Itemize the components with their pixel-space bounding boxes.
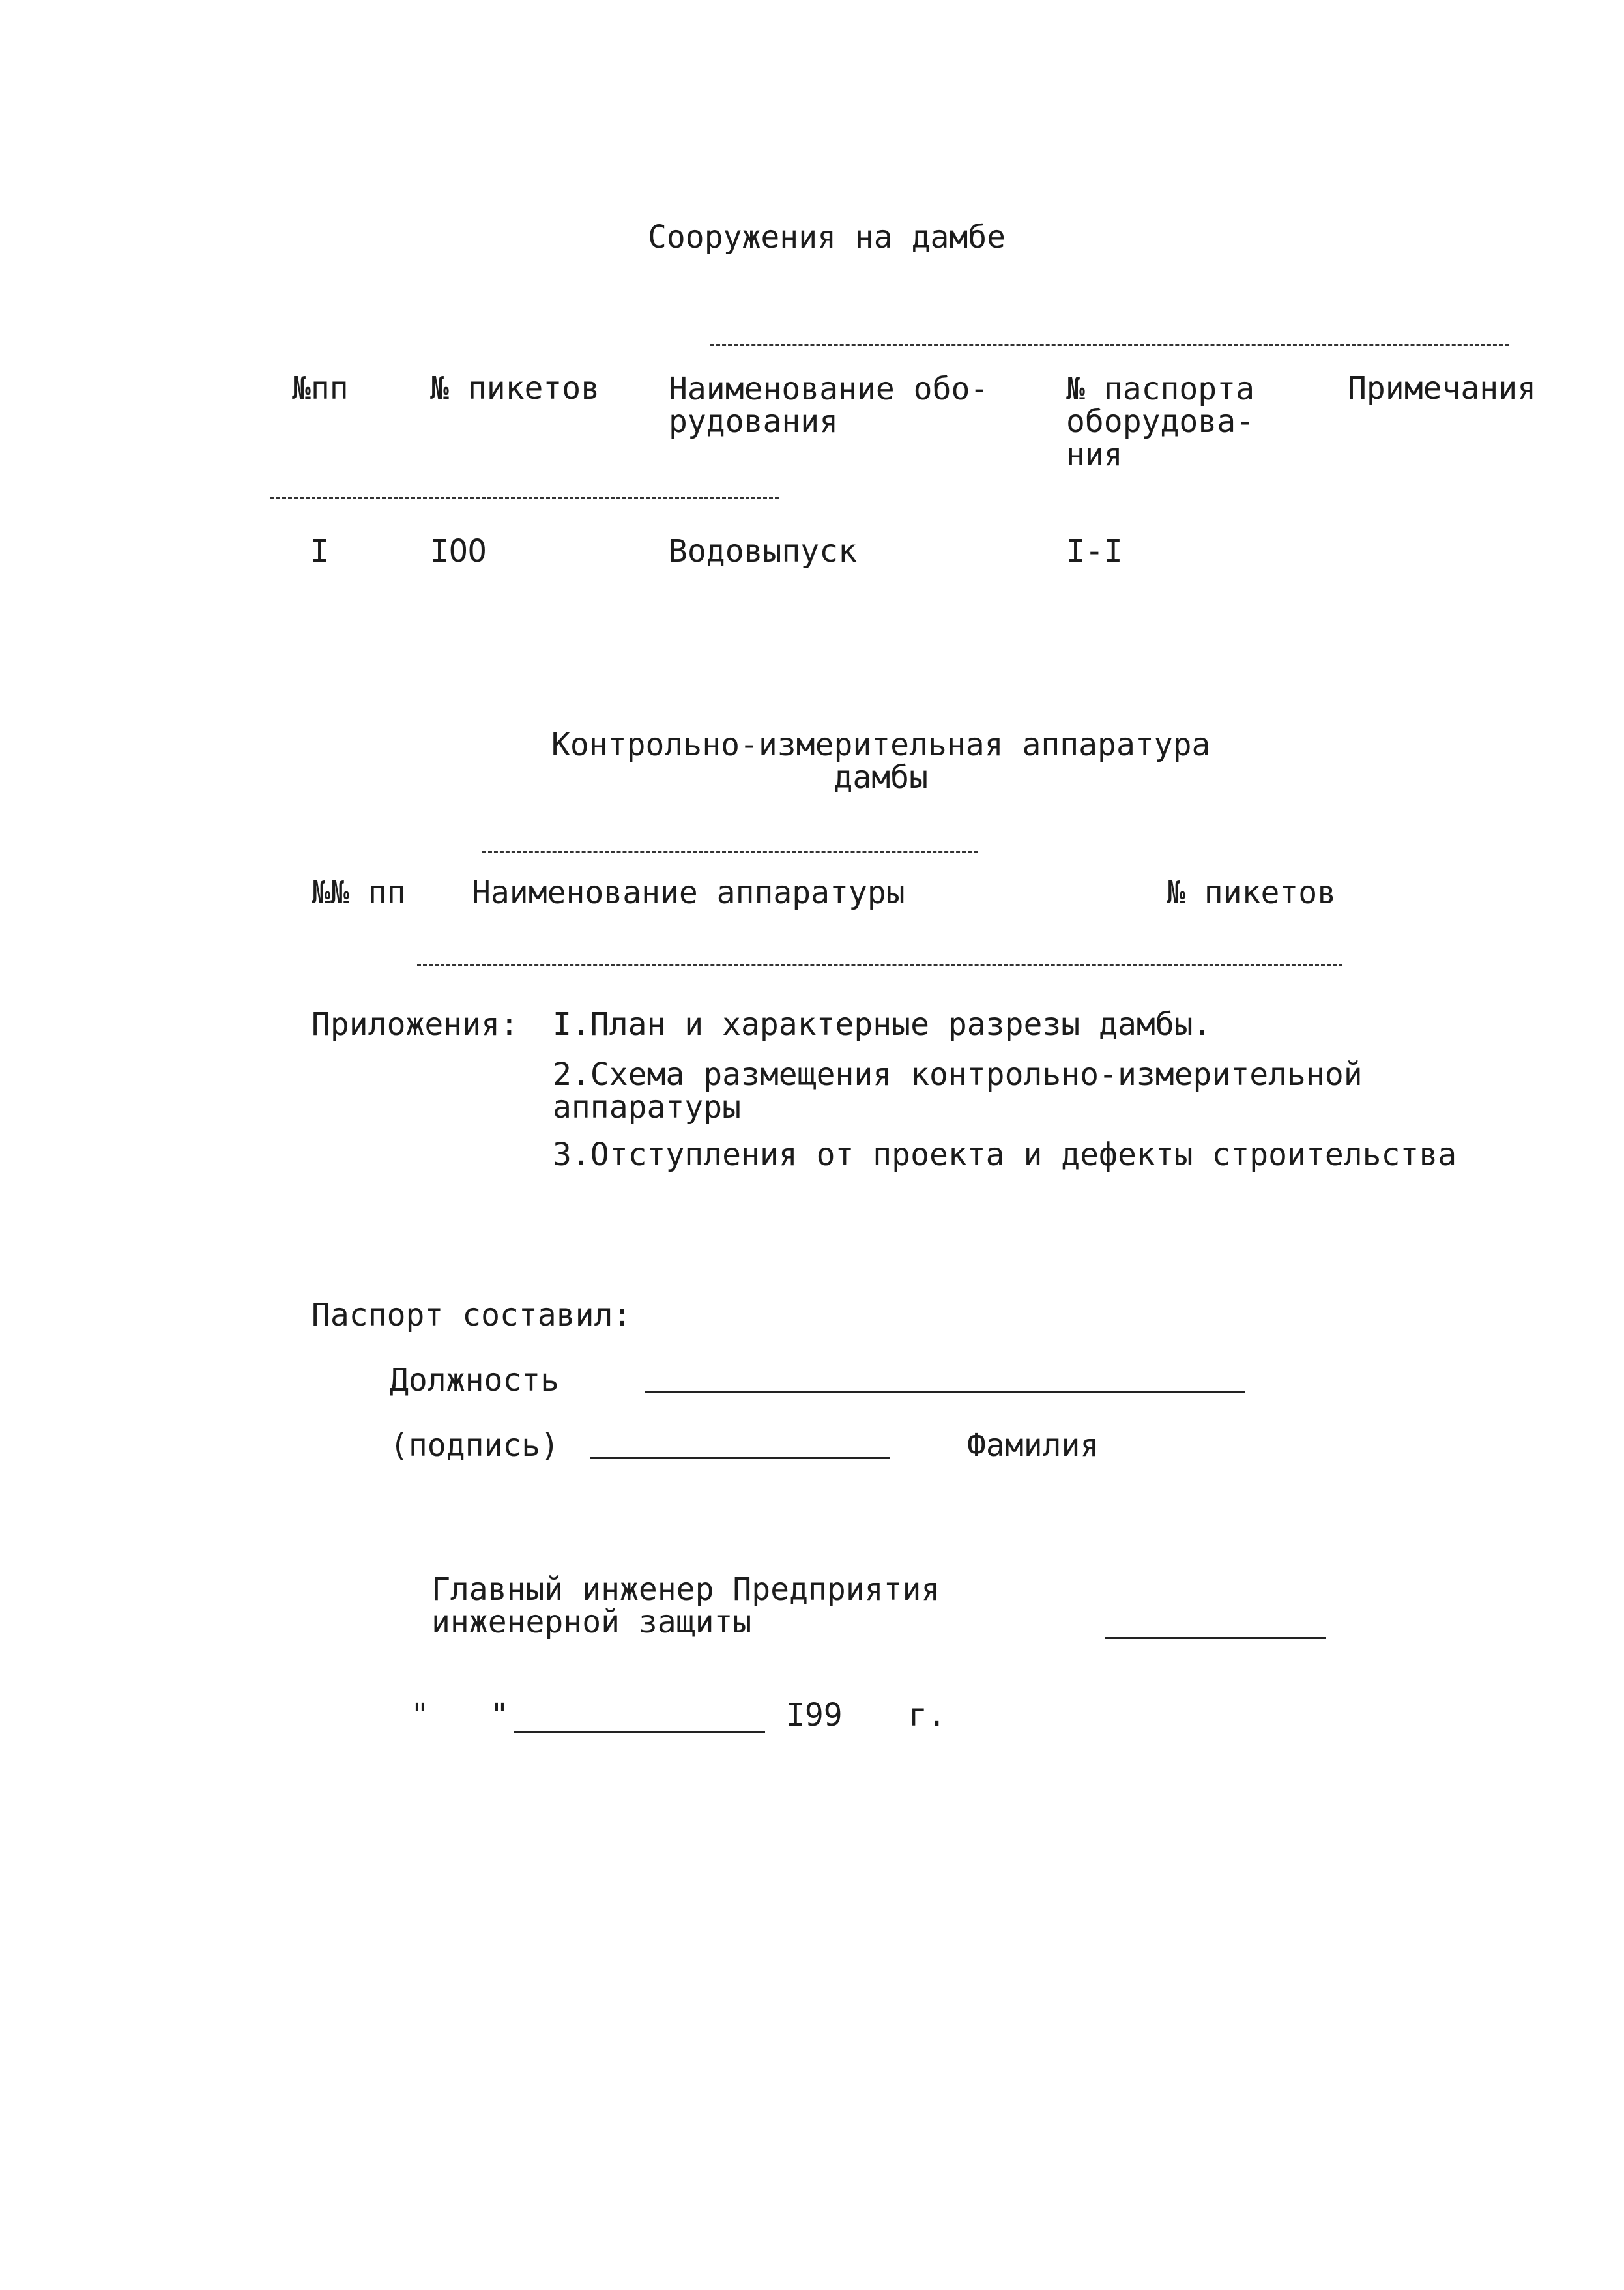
table1-header-notes: Примечания (1348, 370, 1536, 407)
signature-label: (подпись) (390, 1427, 560, 1464)
appendix-item-2: 2.Схема размещения контрольно-измерительной аппаратуры (553, 1056, 1363, 1126)
appendix-item-1: I.План и характерные разрезы дамбы. (553, 1006, 1212, 1043)
table1-row1-name: Водовыпуск (669, 533, 857, 570)
chief-engineer-signature-line (1105, 1637, 1326, 1639)
year-suffix: г. (908, 1697, 946, 1733)
position-line (645, 1391, 1245, 1393)
section1-title: Сооружения на дамбе (648, 219, 1006, 255)
surname-label: Фамилия (967, 1427, 1099, 1464)
signature-line (590, 1457, 890, 1459)
table1-header-pickets: № пикетов (430, 370, 600, 407)
section2-title: Контрольно-измерительная аппаратура дамбы (551, 727, 1211, 796)
table1-header-name: Наименование обо- рудования (669, 371, 989, 441)
table1-row1-passport: I-I (1066, 533, 1123, 570)
table1-row1-pickets: IOO (430, 533, 487, 570)
table2-header-num: №№ пп (312, 875, 406, 911)
table2-top-rule (482, 851, 978, 853)
table1-row1-num: I (310, 533, 329, 570)
date-quote-open: " (411, 1697, 429, 1733)
table1-header-rule (270, 497, 779, 499)
table1-top-rule (710, 344, 1509, 346)
table1-header-num: №пп (292, 370, 349, 407)
table1-header-passport: № паспорта оборудова- ния (1066, 371, 1254, 473)
date-line (514, 1731, 765, 1733)
chief-engineer-label: Главный инженер Предприятия инженерной защиты (431, 1571, 940, 1641)
table2-header-pickets: № пикетов (1167, 875, 1337, 911)
date-quote-close: " (490, 1697, 509, 1733)
table2-bottom-rule (417, 964, 1342, 966)
table2-header-name: Наименование аппаратуры (472, 875, 905, 911)
position-label: Должность (390, 1362, 560, 1399)
compiled-by-label: Паспорт составил: (312, 1297, 632, 1333)
appendix-item-3: 3.Отступления от проекта и дефекты строительства (553, 1137, 1457, 1173)
year-prefix: I99 (786, 1697, 843, 1733)
appendix-label: Приложения: (312, 1006, 519, 1043)
